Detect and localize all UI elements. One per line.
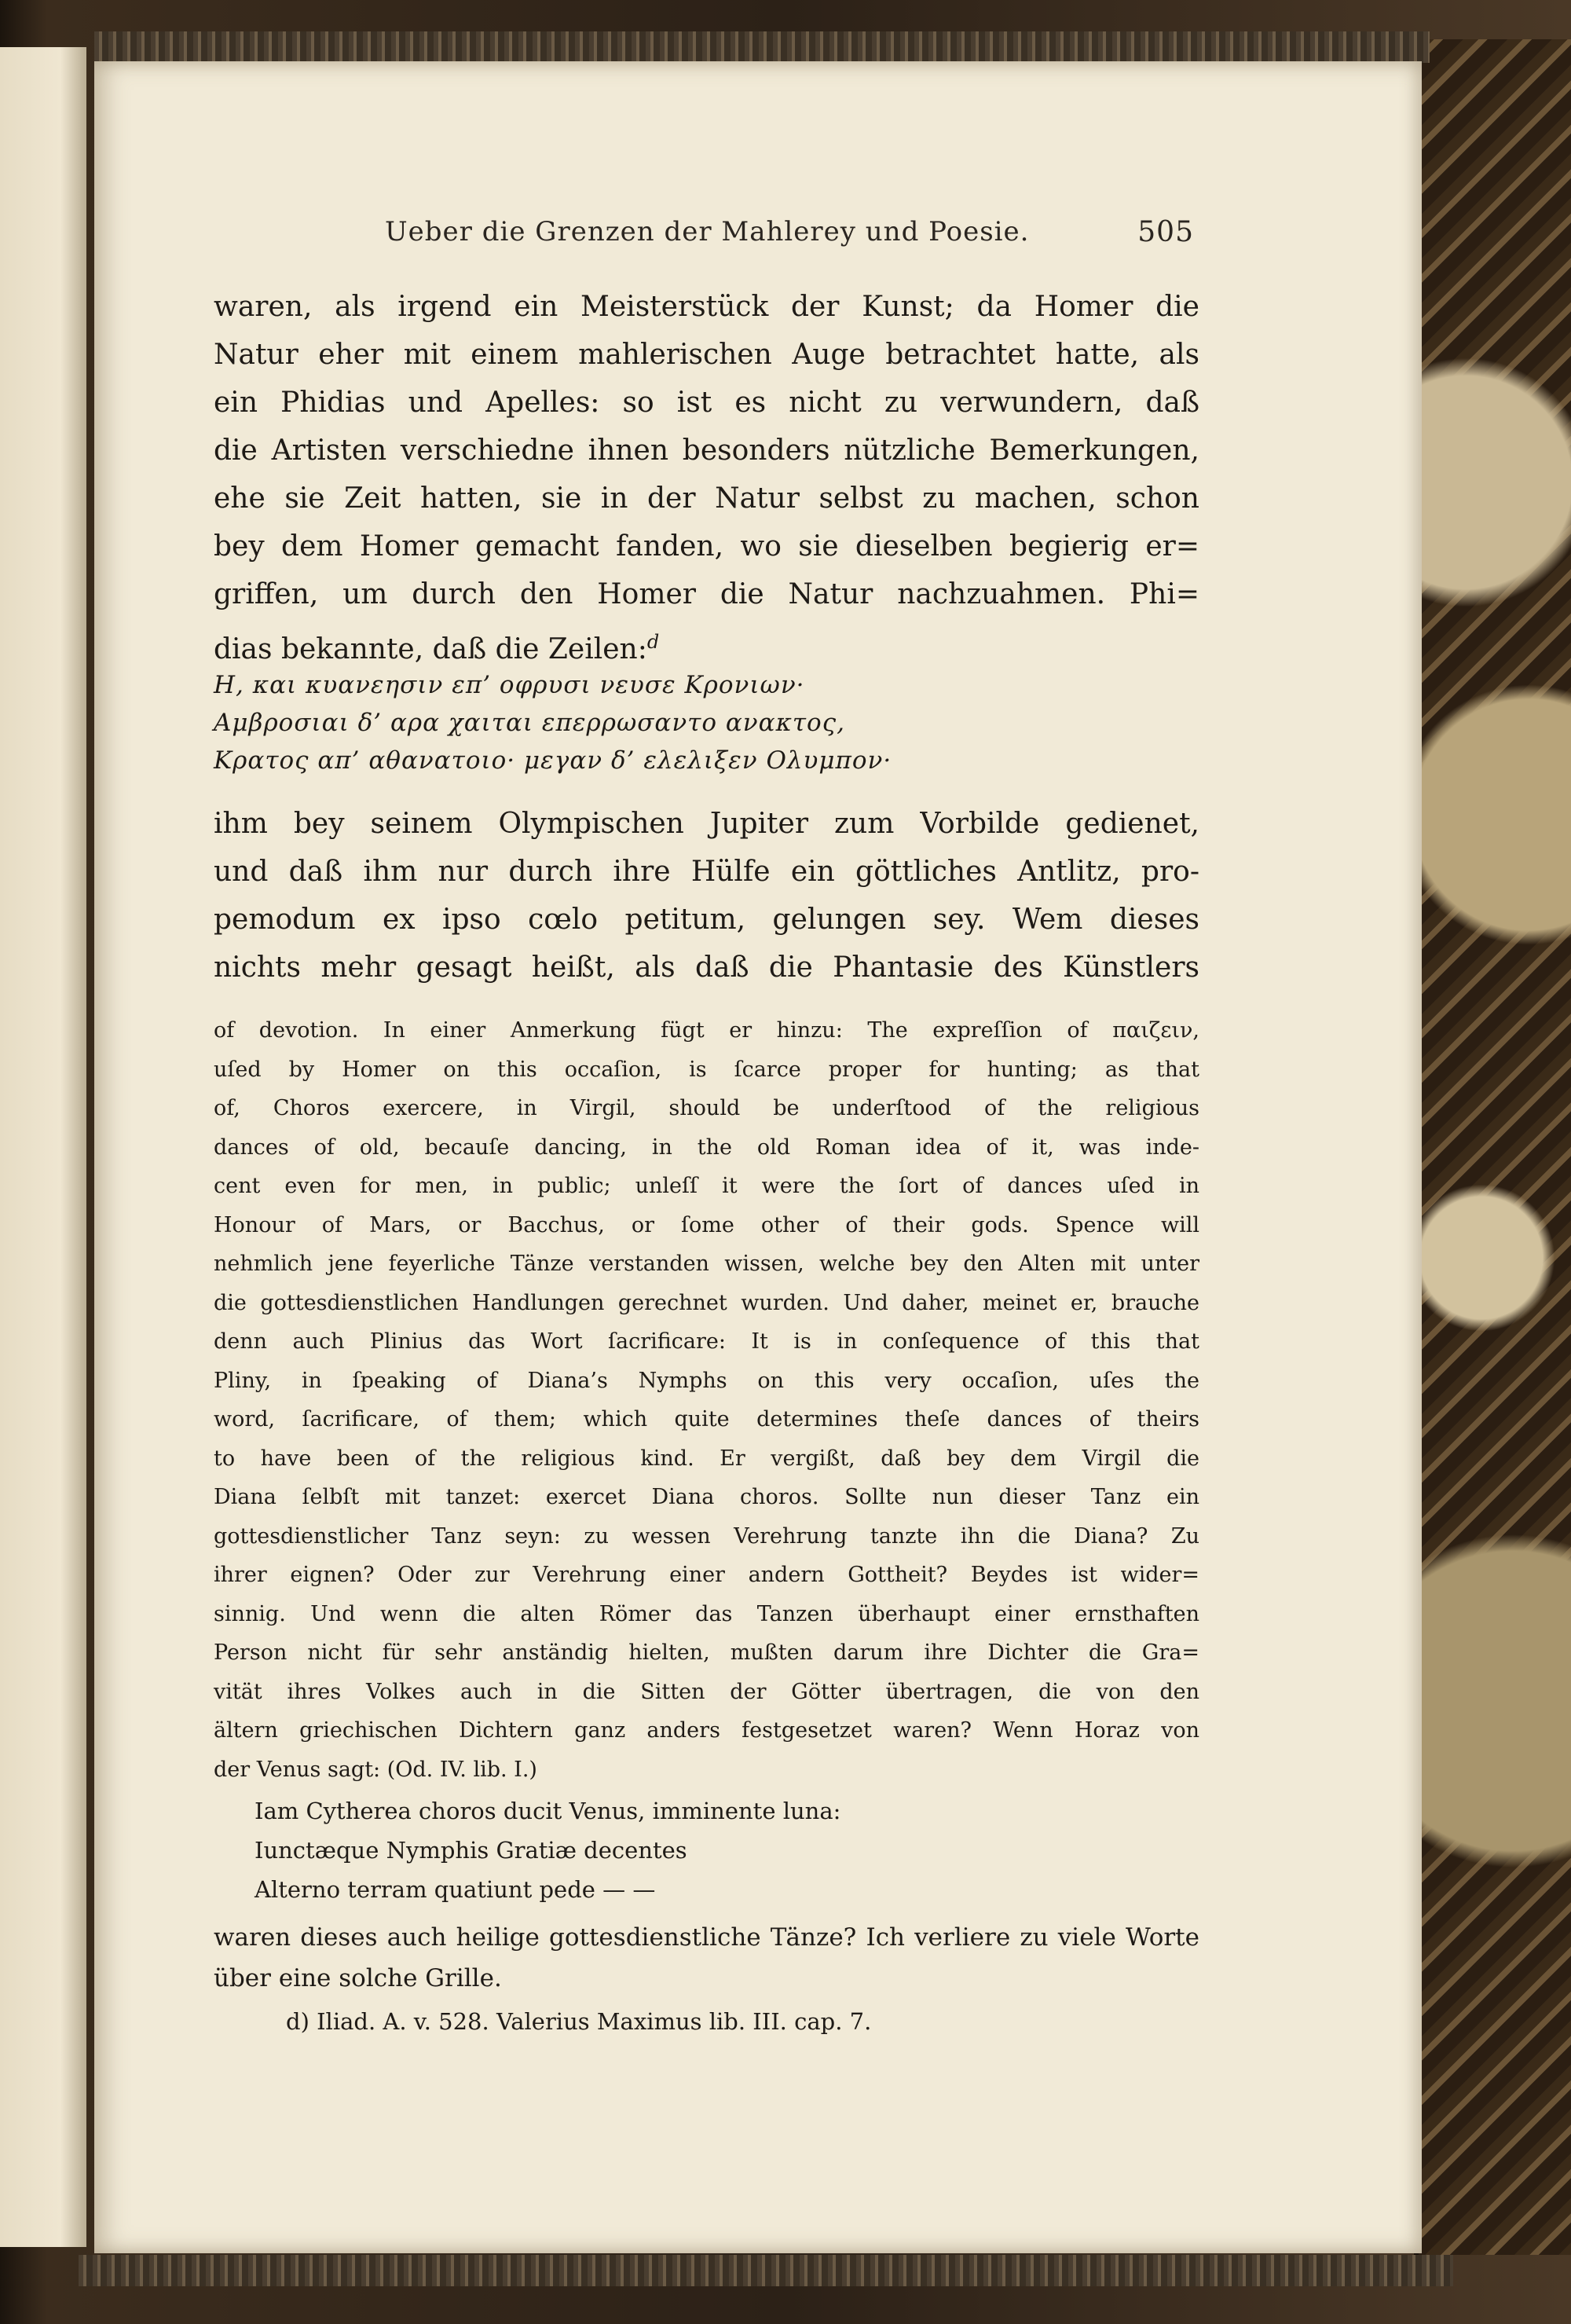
text-line: bey dem Homer gemacht fanden, wo sie dieselben begierig er= <box>214 530 1199 563</box>
footnote-text: d) Iliad. A. v. 528. Valerius Maximus lib. III. cap. 7. <box>286 2008 872 2035</box>
facing-page-edge <box>0 47 86 2247</box>
text-line <box>214 618 1199 673</box>
text-line: nichts mehr gesagt heißt, als daß die Phantasie des Künstlers <box>214 951 1199 984</box>
marbled-endpaper <box>1414 39 1571 2255</box>
note-line: gottesdienstlicher Tanz seyn: zu wessen Verehrung tanzte ihn die Diana? Zu <box>214 1523 1199 1549</box>
body-paragraph-continued <box>214 800 1199 992</box>
footnote-marker: d <box>646 631 660 653</box>
text-line: und daß ihm nur durch ihre Hülfe ein göttliches Antlitz, pro- <box>214 856 1199 888</box>
note-line: uſed by Homer on this occaſion, is ſcarce proper for hunting; as that <box>214 1057 1199 1082</box>
note-line: Person nicht für sehr anständig hielten, mußten darum ihre Dichter die Gra= <box>214 1640 1199 1665</box>
text-line: griffen, um durch den Homer die Natur nachzuahmen. Phi= <box>214 578 1199 610</box>
page-stack-top-edge <box>94 31 1430 63</box>
latin-verse-line: Iam Cytherea choros ducit Venus, imminente luna: <box>255 1798 841 1824</box>
note-line: denn auch Plinius das Wort ſacrificare: It is in conſequence of this that <box>214 1329 1199 1354</box>
note-line: cent even for men, in public; unleſſ it were the ſort of dances uſed in <box>214 1174 1199 1198</box>
page-number: 505 <box>1137 216 1194 248</box>
note-line: Pliny, in ſpeaking of Diana’s Nymphs on this very occaſion, uſes the <box>214 1368 1199 1393</box>
footnote <box>214 2004 1272 2039</box>
text-line: pemodum ex ipso cœlo petitum, gelungen sey. Wem dieses <box>214 904 1199 936</box>
note-line: to have been of the religious kind. Er vergißt, daß bey dem Virgil die <box>214 1446 1199 1471</box>
note-line: of, Choros exercere, in Virgil, should be underſtood of the religious <box>214 1096 1199 1120</box>
running-title: Ueber die Grenzen der Mahlerey und Poesie. <box>385 216 1030 247</box>
note-line: nehmlich jene feyerliche Tänze verstanden wissen, welche bey den Alten mit unter <box>214 1252 1199 1276</box>
latin-verse-line: Alterno terram quatiunt pede — — <box>255 1876 656 1903</box>
text-line: Natur eher mit einem mahlerischen Auge betrachtet hatte, als <box>214 339 1199 371</box>
note-line: Honour of Mars, or Bacchus, or ſome other of their gods. Spence will <box>214 1212 1199 1237</box>
page-stack-bottom-edge <box>79 2255 1453 2286</box>
note-line: vität ihres Volkes auch in die Sitten der Götter übertragen, die von den <box>214 1679 1199 1704</box>
note-line: sinnig. Und wenn die alten Römer das Tanzen überhaupt einer ernsthaften <box>214 1601 1199 1626</box>
latin-verse-line: Iunctæque Nymphis Gratiæ decentes <box>255 1837 687 1864</box>
note-line: Diana ſelbſt mit tanzet: exercet Diana choros. Sollte nun dieser Tanz ein <box>214 1485 1199 1509</box>
greek-quotation <box>214 666 1199 779</box>
text-line: ehe sie Zeit hatten, sie in der Natur selbst zu machen, schon <box>214 482 1199 515</box>
note-line: dances of old, becauſe dancing, in the old Roman idea of it, was inde- <box>214 1135 1199 1160</box>
body-paragraph <box>214 283 1199 673</box>
text-line: die Artisten verschiedne ihnen besonders nützliche Bemerkungen, <box>214 434 1199 467</box>
greek-verse-line: Αμβροσιαι δ’ αρα χαιται επερρωσαντο ανακτος, <box>214 709 845 737</box>
note-line: der Venus sagt: (Od. IV. lib. I.) <box>214 1757 537 1782</box>
note-line: ältern griechischen Dichtern ganz anders festgesetzet waren? Wenn Horaz von <box>214 1718 1199 1743</box>
note-line: word, ſacrificare, of them; which quite determines theſe dances of theirs <box>214 1407 1199 1431</box>
greek-verse-line: Η, και κυανεησιν επ’ οφρυσι νευσε Κρονιων· <box>214 671 805 699</box>
annotation-block <box>214 1011 1199 1789</box>
note-line: über eine solche Grille. <box>214 1964 502 1992</box>
latin-verse <box>214 1791 1199 1909</box>
text-line-content: dias bekannte, daß die Zeilen: <box>214 633 647 665</box>
note-line: waren dieses auch heilige gottesdienstliche Tänze? Ich verliere zu viele Worte <box>214 1923 1199 1952</box>
note-line: of devotion. In einer Anmerkung fügt er hinzu: The expreſſion of παιζειν, <box>214 1018 1199 1043</box>
note-line: die gottesdienstlichen Handlungen gerechnet wurden. Und daher, meinet er, brauche <box>214 1290 1199 1315</box>
text-line: ihm bey seinem Olympischen Jupiter zum Vorbilde gedienet, <box>214 808 1199 840</box>
greek-verse-line: Κρατος απ’ αθανατοιο· μεγαν δ’ ελελιξεν Ολυμπον· <box>214 746 892 775</box>
annotation-conclusion <box>214 1917 1199 1999</box>
note-line: ihrer eignen? Oder zur Verehrung einer andern Gottheit? Beydes ist wider= <box>214 1563 1199 1587</box>
text-line: waren, als irgend ein Meisterstück der Kunst; da Homer die <box>214 291 1199 323</box>
text-line: ein Phidias und Apelles: so ist es nicht zu verwundern, daß <box>214 387 1199 419</box>
